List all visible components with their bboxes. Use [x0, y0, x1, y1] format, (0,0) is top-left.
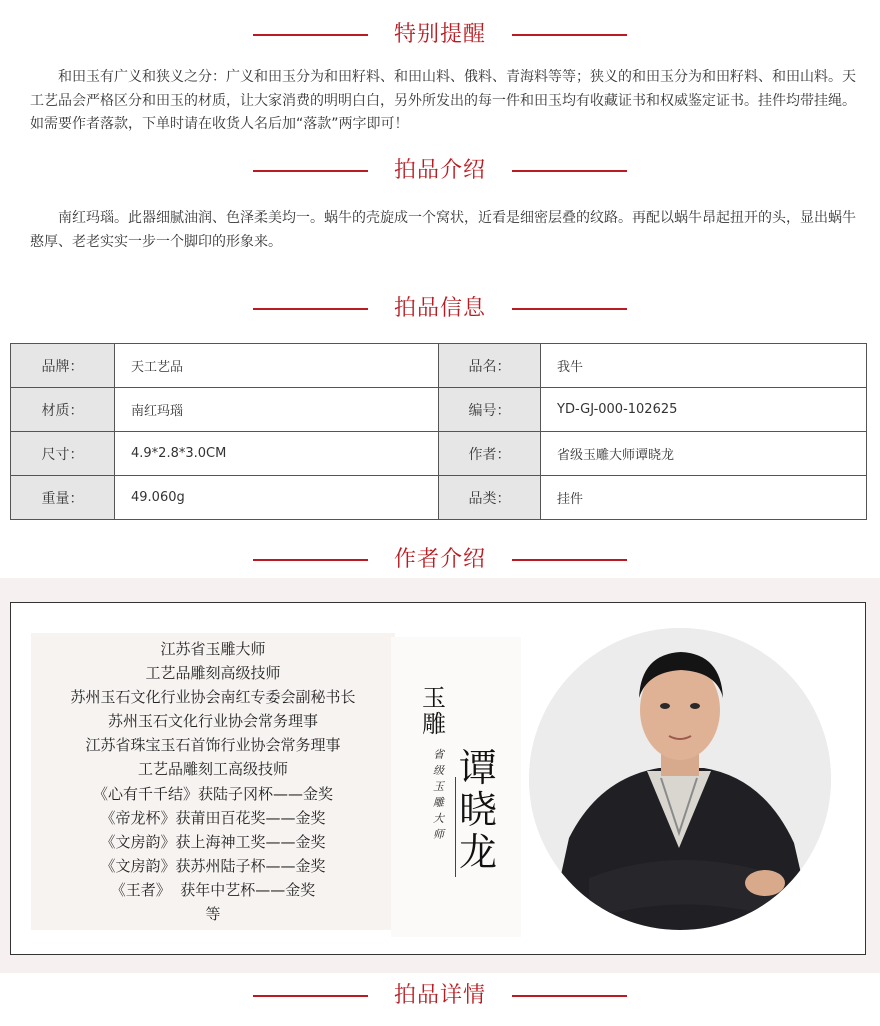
material-label: 材质： [11, 388, 115, 432]
credit-line: 《帝龙杯》获莆田百花奖——金奖 [100, 808, 326, 827]
size-value: 4.9*2.8*3.0CM [115, 432, 439, 476]
table-row [11, 388, 867, 432]
title-line-left [253, 34, 368, 36]
credit-line: 苏州玉石文化行业协会常务理事 [107, 712, 318, 731]
section-title-author [0, 543, 880, 577]
title-line-left [253, 559, 368, 561]
brand-value: 天工艺品 [115, 344, 439, 388]
credit-line: 江苏省玉雕大师 [160, 640, 266, 658]
author-credits [31, 633, 395, 930]
table-row [11, 432, 867, 476]
weight-label: 重量： [11, 476, 115, 520]
calligraphy-subtitle: 省级玉雕大师 [433, 748, 444, 841]
calligraphy-name: 谭晓龙 [459, 746, 498, 874]
title-line-right [512, 170, 627, 172]
credit-line: 《王者》 获年中艺杯——金奖 [110, 880, 316, 899]
section-title-info [0, 292, 880, 326]
credit-line: 苏州玉石文化行业协会南红专委会副秘书长 [70, 688, 356, 707]
reminder-paragraph: 和田玉有广义和狭义之分：广义和田玉分为和田籽料、和田山料、俄料、青海料等等；狭义的和田玉分为和田籽料、和田山料。天工艺品会严格区分和田玉的材质，让大家消费的明明白白，另外所发出的每一件和田玉均有收藏证书和权威鉴定证书。挂件均带挂绳。如需要作者落款，下单时请在收货人名后加“落款”两字即可！ [30, 69, 856, 132]
credit-line: 工艺品雕刻工高级技师 [137, 760, 288, 779]
title-line-right [512, 308, 627, 310]
product-info-table [10, 343, 867, 520]
title-line-right [512, 34, 627, 36]
author-label: 作者： [439, 432, 541, 476]
credit-line: 《文房韵》获上海神工奖——金奖 [100, 832, 326, 851]
calligraphy-divider [455, 777, 456, 877]
credit-line: 等 [205, 905, 221, 924]
section-title-reminder [0, 18, 880, 52]
title-line-left [253, 170, 368, 172]
calligraphy-title: 玉雕 [422, 684, 446, 738]
section-title-text: 作者介绍 [393, 547, 486, 572]
calligraphy-panel [391, 637, 521, 937]
credit-line: 《文房韵》获苏州陆子杯——金奖 [100, 856, 326, 875]
title-line-left [253, 308, 368, 310]
section-title-text: 拍品介绍 [393, 158, 486, 183]
size-label: 尺寸： [11, 432, 115, 476]
product-name-value: 我牛 [541, 344, 867, 388]
weight-value: 49.060g [115, 476, 439, 520]
category-label: 品类： [439, 476, 541, 520]
table-row [11, 344, 867, 388]
section-title-intro [0, 154, 880, 188]
title-line-left [253, 995, 368, 997]
author-portrait [529, 628, 831, 930]
product-name-label: 品名： [439, 344, 541, 388]
credit-line: 江苏省珠宝玉石首饰行业协会常务理事 [85, 736, 341, 755]
section-title-details [0, 979, 880, 1013]
author-card [10, 602, 866, 955]
serial-label: 编号： [439, 388, 541, 432]
author-value: 省级玉雕大师谭晓龙 [541, 432, 867, 476]
title-line-right [512, 559, 627, 561]
table-row [11, 476, 867, 520]
category-value: 挂件 [541, 476, 867, 520]
brand-label: 品牌： [11, 344, 115, 388]
intro-paragraph: 南红玛瑙。此器细腻油润、色泽柔美均一。蜗牛的壳旋成一个窝状，近看是细密层叠的纹路。再配以蜗牛昂起扭开的头，显出蜗牛憨厚、老老实实一步一个脚印的形象来。 [30, 210, 856, 250]
credit-line: 《心有千千结》获陆子冈杯——金奖 [92, 784, 333, 803]
credit-line: 工艺品雕刻高级技师 [145, 664, 281, 683]
section-title-text: 特别提醒 [393, 22, 486, 47]
serial-value: YD-GJ-000-102625 [541, 388, 867, 432]
section-title-text: 拍品信息 [393, 296, 486, 321]
title-line-right [512, 995, 627, 997]
section-title-text: 拍品详情 [393, 983, 486, 1008]
material-value: 南红玛瑙 [115, 388, 439, 432]
portrait-illustration [529, 628, 831, 930]
